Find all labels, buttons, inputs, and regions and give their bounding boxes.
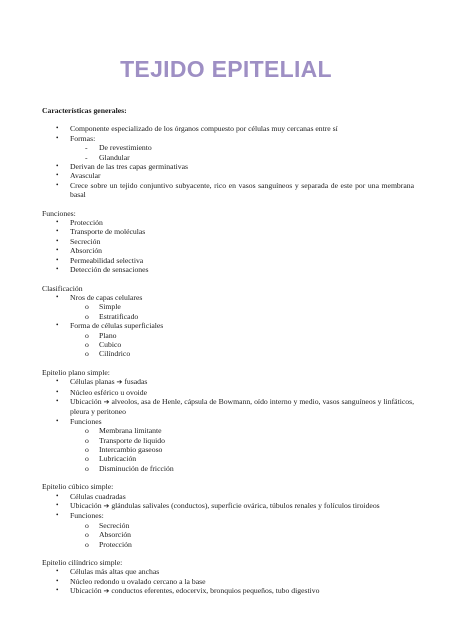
list-item: • Células cuadradas [56,491,126,501]
list-subitem: o Transporte de liquido [85,435,165,445]
list-subitem: o Disminución de fricción [85,463,174,473]
list-subitem: - De revestimiento [85,143,152,153]
list-item: • Nros de capas celulares [56,292,143,302]
list-item: • Ubicación ➔ glándulas salivales (conductos), superficie ovárica, túbulos renales y folículos tiroideos [56,501,380,511]
list-subitem: o Protección [85,539,132,549]
list-item: • Secreción [56,236,101,246]
list-subitem: o Absorción [85,530,132,540]
list-subitem: o Estratificado [85,311,139,321]
list-item: • Permeabilidad selectiva [56,255,144,265]
list-item: • Células planas ➔ fusadas [56,377,148,387]
list-subitem: o Lubricación [85,454,137,464]
list-item: • Funciones: [56,511,104,521]
list-subitem: o Plano [85,330,117,340]
list-item: • Absorción [56,246,103,256]
list-item: • Núcleo redondo u ovalado cercano a la base [56,576,206,586]
list-subitem: o Cilíndrico [85,349,131,359]
document-body [42,106,414,597]
list-subitem: o Cubico [85,339,122,349]
list-subitem: o Simple [85,302,121,312]
section-heading-plano: Epitelio plano simple: [42,367,110,377]
list-item: • Forma de células superficiales [56,321,164,331]
section-heading-generales: Características generales: [42,106,127,115]
section-heading-cilindrico: Epitelio cilíndrico simple: [42,558,123,568]
section-heading-clasificacion: Clasificación [42,283,83,293]
list-subitem: o Intercambio gaseoso [85,445,163,454]
list-item: • Núcleo esférico u ovoide [56,387,148,397]
list-item: • Avascular [56,171,101,181]
section-heading-funciones: Funciones: [42,208,76,218]
list-item: • Formas: [56,133,96,143]
list-item: • Derivan de las tres capas germinativas [56,162,189,172]
list-item: • Células más altas que anchas [56,567,160,577]
list-item: • Crece sobre un tejido conjuntivo subyacente, rico en vasos sanguíneos y separada de este por una membrana basal [56,180,414,200]
list-item: • Ubicación ➔ conductos eferentes, edocervix, bronquios pequeños, tubo digestivo [56,586,320,596]
section-heading-cubico: Epitelio cúbico simple: [42,482,114,492]
list-item: • Funciones [56,416,102,426]
arrow-right-icon: ➔ [116,378,123,387]
list-item: • Transporte de moléculas [56,227,146,237]
list-subitem: o Membrana limitante [85,426,162,436]
list-item: • Ubicación ➔ alveolos, asa de Henle, cápsula de Bowmann, oído interno y medio, vasos sanguíneos y linfáticos, pleura y peritoneo [56,396,415,417]
arrow-right-icon: ➔ [103,502,110,511]
list-item: • Protección [56,218,103,228]
arrow-right-icon: ➔ [103,397,110,406]
list-item: • Detección de sensaciones [56,265,149,275]
list-subitem: - Glandular [85,152,130,162]
list-item: • Componente especializado de los órganos compuesto por células muy cercanas entre sí [56,124,338,134]
list-subitem: o Secreción [85,520,130,530]
document-title: TEJIDO EPITELIAL [120,56,332,82]
arrow-right-icon: ➔ [103,587,110,596]
